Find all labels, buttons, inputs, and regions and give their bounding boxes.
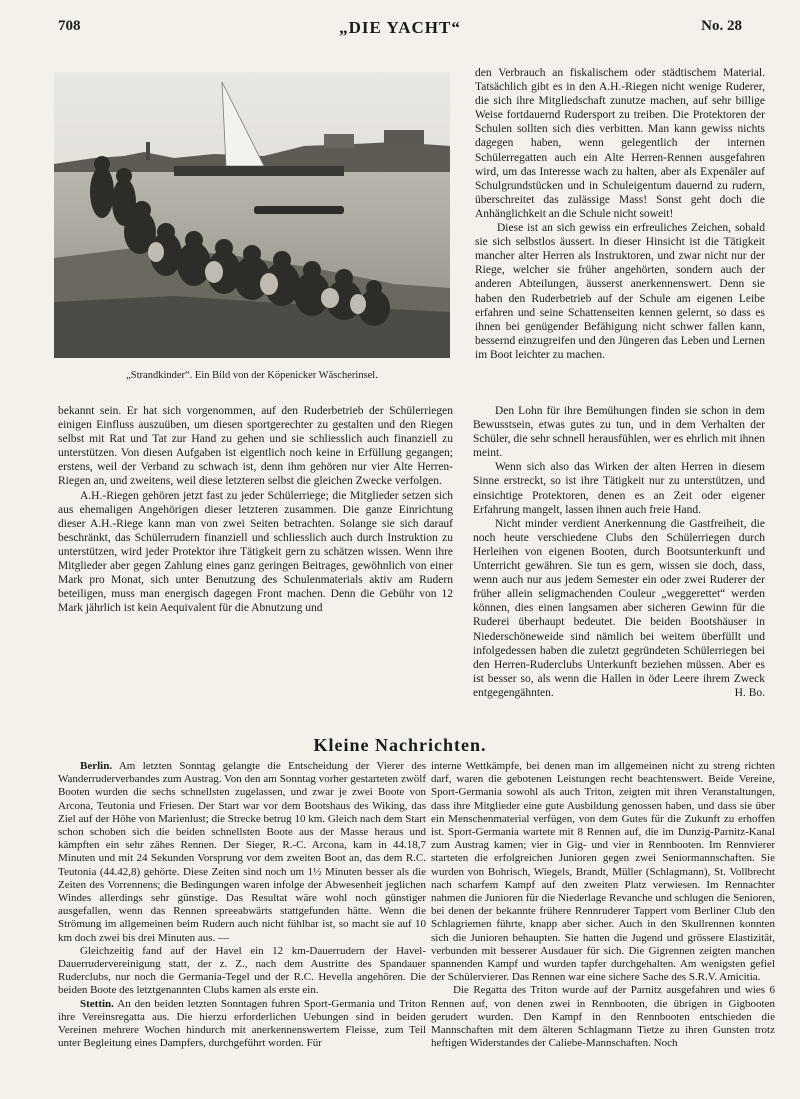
article-column-right-bottom: [473, 404, 765, 700]
issue-number: No. 28: [701, 18, 742, 34]
paragraph: den Verbrauch an fiskalischem oder städtischem Material. Tatsächlich gibt es in den A.H.-Riegen nicht wenige Ruderer, die sich ihre Mitgliedschaft zunutze machen, auf sehr billige Weise fortdauernd Rudersport zu treiben. Die Protektoren der Schulen sollten sich dies verbitten. Man kann gewiss nichts dagegen haben, wenn gelegentlich der internen Schülerregatten auch ein Alte Herren-Rennen ausgefahren wird, um das Interesse wach zu halten, aber als Expenäler auf Schulgrundstücken und in Schuleigentum dauernd zu rudern, überschreitet das zulässige Mass! Sonst geht doch die Anhänglichkeit an die Schule nicht soweit!: [475, 67, 765, 220]
news-item-triton: Die Regatta des Triton wurde auf der Parnitz ausgefahren und wies 6 Rennen auf, von denen zwei in Rennbooten, die übrigen in Gigbooten gerudert wurden. Den Kampf in den Rennbooten entschieden die Mannschaften mit dem älteren Schlagmann Tietze zu ihren Gunsten trotz heftigen Widerstandes der Caliebe-Mannschaften. Noch: [431, 984, 775, 1050]
news-column-left: [58, 760, 426, 1050]
paragraph: bekannt sein. Er hat sich vorgenommen, auf den Ruderbetrieb der Schülerriegen einigen Einfluss auszuüben, um diesen sportgerechter zu gestalten und den Riegen selbst mit Rat und Tat zur Hand zu gehen und sie schliesslich auch finanziell zu unterstützen. Von diesen Aufgaben ist eigentlich noch keine in Erfüllung gegangen; erstens, weil der Verband zu schwach ist, denn ihm gehören nur vier Alte Herren-Riegen an, und zweitens, weil diese letzteren selbst die gleichen Zwecke verfolgen.: [58, 405, 453, 488]
photo-caption: „Strandkinder“. Ein Bild von der Köpenicker Wäscherinsel.: [126, 370, 378, 381]
strandkinder-photo: [54, 72, 450, 358]
paragraph: Wenn sich also das Wirken der alten Herren in diesem Sinne erstreckt, so ist ihre Tätigkeit nur zu unterstützen, und einsichtige Protektoren, denen es an Zeit oder eigener Erfahrung mangelt, lassen ihnen auch freie Hand.: [473, 461, 765, 516]
news-column-right: [431, 760, 775, 1050]
place-name: Stettin.: [80, 997, 114, 1010]
article-column-right-top: [475, 66, 765, 362]
news-item-havel: Gleichzeitig fand auf der Havel ein 12 km-Dauerrudern der Havel-Dauerrudervereinigung statt, der z. Z., nach dem Austritte des Spandauer Ruderclubs, nur noch die Germania-Tegel und der R.C. Hevella angehören. Die beiden Boote des letztgenannten Clubs kamen als erste ein.: [58, 944, 426, 997]
news-continuation: interne Wettkämpfe, bei denen man im allgemeinen nicht zu streng richten darf, waren die gebotenen Leistungen recht beachtenswert. Beide Vereine, Sport-Germania sowohl als auch Triton, zeigten mit ihren Veranstaltungen, dass ihre Mitglieder eine gute Ausbildung genossen haben, und dass sie über ein Menschenmaterial verfügen, von dem Gutes für die Zukunft zu erhoffen ist. Sport-Germania wartete mit 8 Rennen auf, die im Dunzig-Parnitz-Kanal zum Austrag kamen; vier in Gig- und vier in Rennbooten. Im Rennvierer starteten die erfolgreichen Junioren gegen zwei Seniormannschaften. Sie wurden von Bohrisch, Wiegels, Brandt, Müller (Schlagmann), St. Vollbrecht nach scharfem Kampf auf den zweiten Platz verwiesen. Im Rennachter nahmen die Junioren für die Niederlage Revanche und schlugen die Senioren, bei denen der bekannte frühere Rennruderer Tappert vom Berliner Club den Schlagriemen führte, knapp aber sicher. Auch in den Skullrennen konnten sich die Junioren behaupten. Sie hatten die Jugend und grössere Elastizität, verbunden mit besserer Ausdauer für sich. Die Gigrennen zeigten manchen spannenden Kampf und wurden tapfer durchgehalten. Am wenigsten gefiel der Schülervierer. Das Rennen war eine sichere Sache des S.R.V. Amicitia.: [431, 760, 775, 984]
paragraph: Den Lohn für ihre Bemühungen finden sie schon in dem Bewusstsein, etwas gutes zu tun, und in dem Verhalten der Schüler, die sehr schnell herausfühlen, wer es ehrlich mit ihnen meint.: [473, 405, 765, 460]
paragraph: Diese ist an sich gewiss ein erfreuliches Zeichen, sobald sie sich selbstlos äussert. In dieser Hinsicht ist die Tätigkeit mancher alter Herren als Instruktoren, und zwar nicht nur der Riege, welcher sie früher angehörten, sondern auch der anderen Abteilungen, äusserst anerkennenswert. Denn sie haben den Ruderbetrieb auf der Schule am eigenen Leibe erfahren und seine Schattenseiten kennen gelernt, so dass es ihnen bei genügender Befähigung nicht schwer fallen kann, bessernd einzugreifen und den Jüngeren das Leben und Lernen im Boot leichter zu machen.: [475, 222, 765, 361]
article-column-left: [58, 404, 453, 615]
news-text: Am letzten Sonntag gelangte die Entscheidung der Vierer des Wanderruderverbandes zum Austrag. Von den am Sonntag vorher gestarteten zwölf Booten wurden die sechs schnellsten zugelassen, und zwar je zwei Boote von Arcona, Teutonia und Friesen. Der Start war vor dem Bootshaus des Wiking, das Ziel auf der Höhe von Marienlust; die Strecke betrug 10 km. Gleich nach dem Start schon schoben sich die beiden schnellsten Boote aus der Masse heraus und kämpften ein sehr zähes Rennen. Der Sieger, R.-C. Arcona, kam in 44.18,7 Minuten und mit 24 Sekunden Vorsprung vor dem zweiten Boot an, das dem R.C. Teutonia (44.42,8) gehörte. Diese Zeiten sind noch um 1½ Minuten besser als die Zeiten des Vorrennens; die Bedingungen waren infolge der Abwesenheit jeglichen Windes allerdings sehr günstige. Das Resultat wäre wohl noch günstiger ausgefallen, wenn das Rennen spreeabwärts stattgefunden hätte. Wenn die Strömung im allgemeinen beim Rudern auch nicht fühlbar ist, so macht sie auf 10 km doch zwei bis drei Minuten aus. —: [58, 760, 426, 944]
page-number: 708: [58, 18, 81, 34]
author-signature: H. Bo.: [734, 686, 765, 699]
news-item-stettin: [58, 998, 426, 1051]
section-title: Kleine Nachrichten.: [313, 735, 487, 755]
news-item-berlin: [58, 760, 426, 945]
place-name: Berlin.: [80, 760, 113, 772]
paragraph-text: Nicht minder verdient Anerkennung die Gastfreiheit, die noch heute verschiedene Clubs den Schülerriegen durch Herleihen von eigenen Booten, durch Bootsunterkunft und Unterricht gewähren. Sie tun es gern, wissen sie doch, dass, wenn auch nur aus jedem Semester ein oder zwei Ruderer der früher allein seligmachenden Couleur „weggerettet“ werden können, dies einen langsamen aber sicheren Gewinn für die Ruderei überhaupt bedeutet. Die beiden Bootshäuser in Niederschöneweide sind nämlich bei weitem überfüllt und infolgedessen haben die zuletzt gegründeten Schülerriegen bei den Herren-Ruderclubs Unterkunft beziehen müssen. Aber es ist besser so, als wenn die Hallen in öder Leere ihrem Zweck entgegengähnten.: [473, 517, 765, 699]
journal-title: „DIE YACHT“: [339, 18, 461, 37]
paragraph: [473, 517, 765, 700]
running-header: [58, 18, 742, 40]
news-text: An den beiden letzten Sonntagen fuhren Sport-Germania und Triton ihre Vereinsregatta aus. Die hierzu erforderlichen Uebungen sind in beiden Vereinen mehrere Wochen hindurch mit anerkennenswertem Fleisse, zum Teil unter Begleitung eines Dampfers, durchgeführt worden. Für: [58, 997, 426, 1050]
paragraph: A.H.-Riegen gehören jetzt fast zu jeder Schülerriege; die Mitglieder setzen sich aus ehemaligen Angehörigen dieser letzteren zusammen. Die ganze Einrichtung dieser A.H.-Riege kann man von zwei Seiten betrachten. Solange sie sich darauf beschränkt, das Schülerrudern finanziell und schliesslich auch durch Instruktion zu unterstützen, wird jeder Protektor ihre Tätigkeit gern zu schätzen wissen. Wenn ihre Mitglieder aber gegen Zahlung eines ganz geringen Beitrages, gewöhnlich von einer Mark pro Monat, sich unter Benutzung des Schulenmaterials aktiv am Rudern beteiligen, muss man energisch dagegen Front machen. Denn die Gebühr von 12 Mark jährlich ist kein Aequivalent für die Abnutzung und: [58, 489, 453, 615]
